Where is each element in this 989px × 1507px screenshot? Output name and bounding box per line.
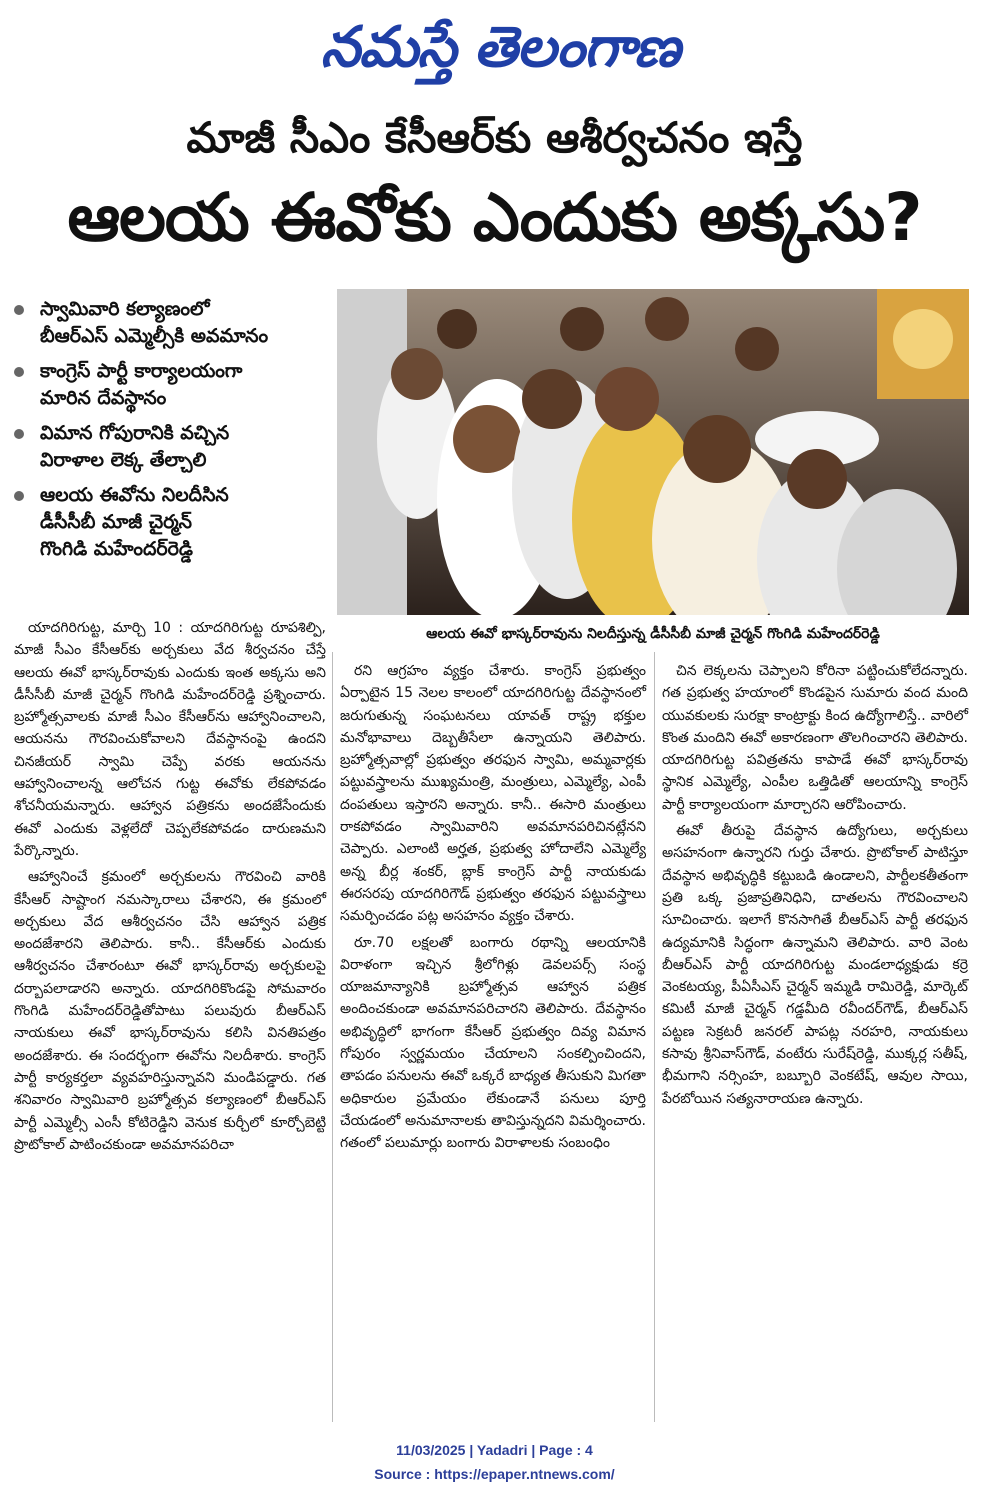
bullet-icon xyxy=(14,305,24,315)
article-paragraph: ఆహ్వానించే క్రమంలో అర్చకులను గౌరవించి వారికి కేసీఆర్‌ సాష్టాంగ నమస్కారాలు చేశారని, ఈ క్రమంలో అర్చకులు వేద ఆశీర్వచనం చేసి ఆహ్వాన పత్రిక అందజేశారని తెలిపారు. కానీ.. కేసీఆర్‌కు ఎందుకు ఆశీర్వచనం చేశారంటూ ఈవో భాస్కర్‌రావు అర్చకులపై దర్బాపలాడారని అన్నారు. యాదగిరికొండపై సోమవారం గొంగిడి మహేందర్‌రెడ్డితోపాటు పలువురు బీఆర్‌ఎస్‌ నాయకులు ఈవో భాస్కర్‌రావును కలిసి వినతిపత్రం అందజేశారు. ఈ సందర్భంగా ఈవోను నిలదీశారు. కాంగ్రెస్‌ పార్టీ కార్యకర్తలా వ్యవహరిస్తున్నావని మండిపడ్డారు. గత శనివారం స్వామివారి బ్రహ్మోత్సవ కల్యాణంలో బీఆర్‌ఎస్‌ పార్టీ ఎమ్మెల్సీ ఎంసీ కోటిరెడ్డిని వెనుక కుర్చీలో కూర్చోబెట్టి ప్రొటోకాల్‌ పాటించకుండా అవమానపరిచా xyxy=(14,869,326,1153)
highlight-item xyxy=(8,482,330,563)
highlight-item xyxy=(8,420,330,474)
bullet-icon xyxy=(14,491,24,501)
article-paragraph: చిన లెక్కలను చెప్పాలని కోరినా పట్టించుకోలేదన్నారు. గత ప్రభుత్వ హయాంలో కొండపైన సుమారు వంద మంది యువకులకు సురక్షా కాంట్రాక్టు కింద ఉద్యోగాలిస్తే.. వారిలో కొంత మందిని ఈవో అకారణంగా తొలగించారని తెలిపారు. యాదగిరిగుట్ట పవిత్రతను కాపాడే ఈవో భాస్కర్‌రావు స్థానిక ఎమ్మెల్యే, ఎంపీల ఒత్తిడితో ఆలయాన్ని కాంగ్రెస్‌ పార్టీ కార్యాలయంగా మార్చారని ఆరోపించారు. xyxy=(662,663,968,813)
column-divider xyxy=(332,652,333,1422)
article-paragraph: రని ఆగ్రహం వ్యక్తం చేశారు. కాంగ్రెస్‌ ప్రభుత్వం ఏర్పాటైన 15 నెలల కాలంలో యాదగిరిగుట్ట దేవస్థానంలో జరుగుతున్న సంఘటనలు యావత్‌ రాష్ట్ర భక్తుల మనోభావాలు దెబ్బతీసేలా ఉన్నాయని తెలిపారు. బ్రహ్మోత్సవాల్లో ప్రభుత్వం తరఫున స్వామి, అమ్మవార్లకు పట్టువస్త్రాలను ముఖ్యమంత్రి, మంత్రులు, ఎమ్మెల్యే, ఎంపీ దంపతులు ఇస్తారని అన్నారు. కానీ.. ఈసారి మంత్రులు రాకపోవడం స్వామివారిని అవమానపరిచినట్లేనని చెప్పారు. ఎలాంటి అర్హత, ప్రభుత్వ హోదాలేని ఎమ్మెల్యే అన్న బీర్ల శంకర్‌, బ్లాక్‌ కాంగ్రెస్‌ పార్టీ నాయకుడు ఈరసరపు యాదగిరిగౌడ్‌ ప్రభుత్వం తరఫున పట్టువస్త్రాలు సమర్పించడం పట్ల అసహనం వ్యక్తం చేశారు. xyxy=(340,663,646,925)
headline-line-1: మాజీ సీఎం కేసీఆర్‌కు ఆశీర్వచనం ఇస్తే xyxy=(186,113,803,162)
highlight-text: కాంగ్రెస్‌ పార్టీ కార్యాలయంగా మారిన దేవస్థానం xyxy=(40,360,243,409)
news-photo xyxy=(337,289,969,615)
article-paragraph: రూ.70 లక్షలతో బంగారు రథాన్ని ఆలయానికి విరాళంగా ఇచ్చిన శ్రీలోగిళ్లు డెవలపర్స్‌ సంస్థ యాజమాన్యానికి బ్రహ్మోత్సవ ఆహ్వాన పత్రిక అందించకుండా అవమానపరిచారని తెలిపారు. దేవస్థానం అభివృద్ధిలో భాగంగా కేసీఆర్‌ ప్రభుత్వం దివ్య విమాన గోపురం స్వర్ణమయం చేయాలని సంకల్పించిందని, తాపడం పనులను ఈవో ఒక్కరే బాధ్యత తీసుకుని మిగతా అధికారుల ప్రమేయం లేకుండానే పనులు పూర్తి చేయడంలో అనుమానాలకు తావిస్తున్నదని విమర్శించారు. గతంలో పలుమార్లు బంగారు విరాళాలకు సంబంధిం xyxy=(340,934,646,1152)
highlight-item xyxy=(8,296,330,350)
highlight-text: స్వామివారి కల్యాణంలో బీఆర్‌ఎస్‌ ఎమ్మెల్సీకి అవమానం xyxy=(40,298,269,347)
article-column-2 xyxy=(340,660,646,1159)
article-paragraph: యాదగిరిగుట్ట, మార్చి 10 : యాదగిరిగుట్ట రూపశిల్పి, మాజీ సీఎం కేసీఆర్‌కు అర్చకులు వేద శీర్వచనం చేస్తే ఆలయ ఈవో భాస్కర్‌రావుకు ఎందుకు ఇంత అక్కసు అని డీసీసీబీ మాజీ చైర్మన్‌ గొంగిడి మహేందర్‌రెడ్డి ప్రశ్నించారు. బ్రహ్మోత్సవాలకు మాజీ సీఎం కేసీఆర్‌ను ఆహ్వానించాలని, ఆయనను గౌరవించుకోవాలని దేవస్థానంపై ఉందని చినజీయర్‌ స్వామి చెప్పే వరకు ఆయనను ఆహ్వానించాలన్న ఆలోచన గుట్ట ఈవోకు లేకపోవడం శోచనీయమన్నారు. ఆహ్వాన పత్రికను అందజేసేందుకు ఈవో ఎందుకు వెళ్లలేదో చెప్పలేకపోవడం దారుణమని పేర్కొన్నారు. xyxy=(14,620,326,859)
highlight-item xyxy=(8,358,330,412)
highlights-list xyxy=(8,296,330,571)
article-paragraph: ఈవో తీరుపై దేవస్థాన ఉద్యోగులు, అర్చకులు అసహనంగా ఉన్నారని గుర్తు చేశారు. ప్రొటోకాల్‌ పాటిస్తూ దేవస్థాన అభివృద్ధికి కట్టుబడి ఉండాలని, పార్టీలకతీతంగా ప్రతి ఒక్క ప్రజాప్రతినిధిని, దాతలను గౌరవించాలని సూచించారు. ఇలాగే కొనసాగితే బీఆర్‌ఎస్‌ పార్టీ తరఫున ఉద్యమానికి సిద్ధంగా ఉన్నామని తెలిపారు. వారి వెంట బీఆర్‌ఎస్‌ పార్టీ యాదగిరిగుట్ట మండలాధ్యక్షుడు కర్రె వెంకటయ్య, పీఏసీఎస్‌ చైర్మన్‌ ఇమ్మడి రామిరెడ్డి, మార్కెట్‌ కమిటీ మాజీ చైర్మన్‌ గడ్డమీది రవీందర్‌గౌడ్‌, బీఆర్‌ఎస్‌ పట్టణ సెక్రటరీ జనరల్‌ పాపట్ల నరహరి, నాయకులు కసావు శ్రీనివాస్‌గౌడ్‌, వంటేరు సురేష్‌రెడ్డి, ముక్కర్ల సతీష్‌, భీమగాని నర్సింహ, బబ్బూరి వెంకటేష్‌, ఆవుల సాయి, పేరబోయిన సత్యనారాయణ ఉన్నారు. xyxy=(662,823,968,1107)
article-column-1 xyxy=(14,617,326,1160)
masthead-title: నమస్తే తెలంగాణ xyxy=(320,14,680,80)
newspaper-masthead xyxy=(300,14,700,84)
edition-info: 11/03/2025 | Yadadri | Page : 4 xyxy=(396,1442,593,1458)
bullet-icon xyxy=(14,367,24,377)
article-column-3 xyxy=(662,660,968,1114)
source-link[interactable]: Source : https://epaper.ntnews.com/ xyxy=(374,1466,615,1482)
crowd-photo-illustration xyxy=(337,289,969,615)
highlight-text: విమాన గోపురానికి వచ్చిన విరాళాల లెక్క తేల్చాలి xyxy=(40,422,230,471)
bullet-icon xyxy=(14,429,24,439)
column-divider xyxy=(654,652,655,1422)
headline-line-2: ఆలయ ఈవోకు ఎందుకు అక్కసు? xyxy=(67,179,922,256)
photo-caption: ఆలయ ఈవో భాస్కర్‌రావును నిలదీస్తున్న డీసీసీబీ మాజీ చైర్మన్‌ గొంగిడి మహేందర్‌రెడ్డి xyxy=(426,626,880,642)
highlight-text: ఆలయ ఈవోను నిలదీసిన డీసీసీబీ మాజీ చైర్మన్‌ గొంగిడి మహేందర్‌రెడ్డి xyxy=(40,484,229,560)
